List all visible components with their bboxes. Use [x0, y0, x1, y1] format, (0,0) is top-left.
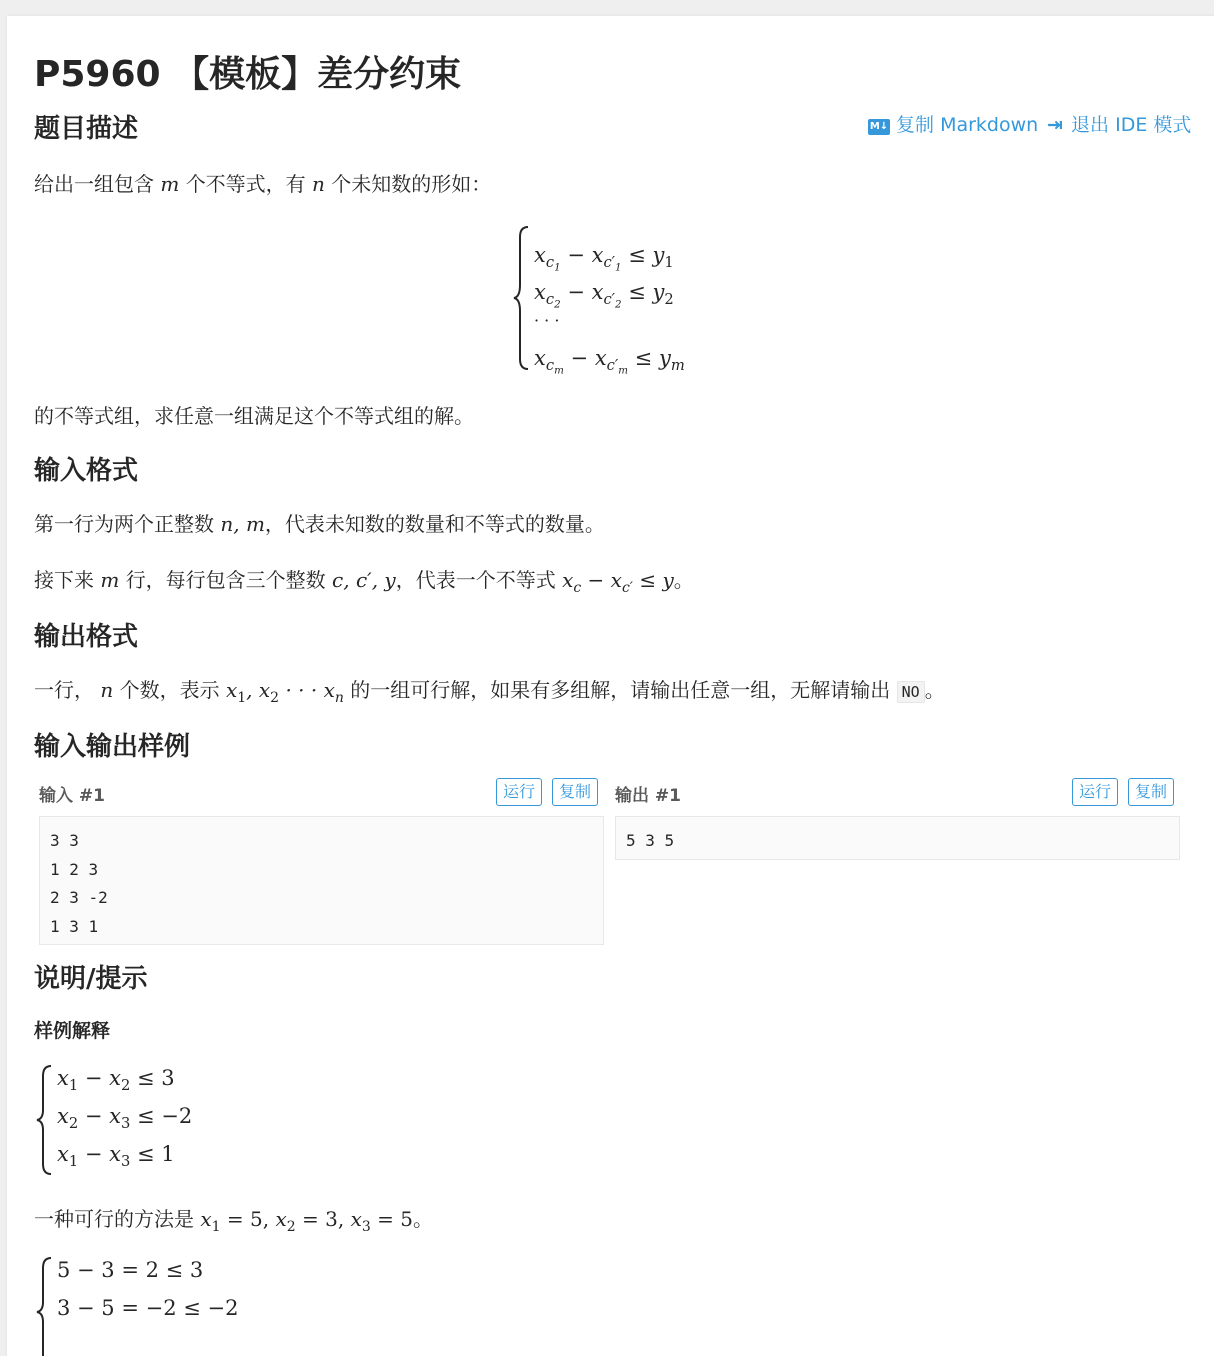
copy-markdown-label: 复制 Markdown — [896, 114, 1039, 136]
feasible-solution-line: 一种可行的方法是 $x_1 = 5$, $x_2 = 3$, $x_3 = 5$。 — [34, 1207, 434, 1235]
description-intro: 给出一组包含 m 个不等式，有 n 个未知数的形如： — [34, 172, 492, 196]
explanation-row-1: $x_1 - x_2 \le 3$ — [57, 1066, 175, 1095]
markdown-icon: M↓ — [868, 119, 890, 135]
sample-input-copy-button[interactable]: 复制 — [552, 778, 598, 806]
inequality-system — [512, 221, 742, 377]
sample-input-box[interactable]: 3 3 1 2 3 2 3 -2 1 3 1 — [39, 816, 604, 945]
verification-row-1: 5 − 3 = 2 ≤ 3 — [57, 1258, 204, 1282]
input-format-line-1: 第一行为两个正整数 n, m，代表未知数的数量和不等式的数量。 — [34, 512, 605, 536]
sample-input-run-button[interactable]: 运行 — [496, 778, 542, 806]
description-heading: 题目描述 — [34, 114, 139, 144]
sample-output-label: 输出 #1 — [615, 786, 681, 806]
input-format-line-2: 接下来 m 行，每行包含三个整数 c, c′, y，代表一个不等式 $x_c - x_{c'} \le y$。 — [34, 568, 694, 596]
exit-ide-button[interactable] — [1047, 110, 1191, 137]
sign-out-icon: ⇥ — [1047, 114, 1063, 136]
hint-subheading: 样例解释 — [34, 1020, 111, 1042]
system-dots: · · · — [534, 311, 560, 330]
input-format-heading: 输入格式 — [34, 456, 139, 486]
output-format-line: 一行， n 个数，表示 $x_1$, $x_2$ · · · $x_n$ 的一组可行解，如果有多组解，请输出任意一组，无解请输出 NO 。 — [34, 678, 945, 706]
sample-explanation-system — [35, 1058, 235, 1178]
verification-row-2: 3 − 5 = −2 ≤ −2 — [57, 1296, 239, 1320]
explanation-row-2: $x_2 - x_3 \le -2$ — [57, 1104, 193, 1133]
copy-markdown-button[interactable] — [868, 110, 1038, 137]
hint-heading: 说明/提示 — [34, 964, 148, 994]
problem-title: P5960 【模板】差分约束 — [34, 54, 462, 95]
verification-system — [35, 1250, 275, 1350]
problem-card — [7, 16, 1214, 1356]
sample-output-copy-button[interactable]: 复制 — [1128, 778, 1174, 806]
explanation-row-3: $x_1 - x_3 \le 1$ — [57, 1142, 175, 1171]
system-row-1: $x_{c_1} - x_{c'_1} \le y_1$ — [534, 243, 674, 274]
left-brace-icon — [512, 225, 532, 371]
no-code: NO — [897, 681, 925, 703]
samples-heading: 输入输出样例 — [34, 732, 191, 762]
system-row-2: $x_{c_2} - x_{c'_2} \le y_2$ — [534, 280, 674, 311]
sample-input-label: 输入 #1 — [39, 786, 105, 806]
system-row-m: $x_{c_m} - x_{c'_m} \le y_m$ — [534, 346, 685, 377]
sample-output-box[interactable]: 5 3 5 — [615, 816, 1180, 860]
sample-output-run-button[interactable]: 运行 — [1072, 778, 1118, 806]
exit-ide-label: 退出 IDE 模式 — [1071, 114, 1192, 136]
left-brace-icon — [35, 1256, 55, 1356]
left-brace-icon — [35, 1064, 55, 1176]
description-outro: 的不等式组，求任意一组满足这个不等式组的解。 — [34, 404, 474, 428]
output-format-heading: 输出格式 — [34, 622, 139, 652]
